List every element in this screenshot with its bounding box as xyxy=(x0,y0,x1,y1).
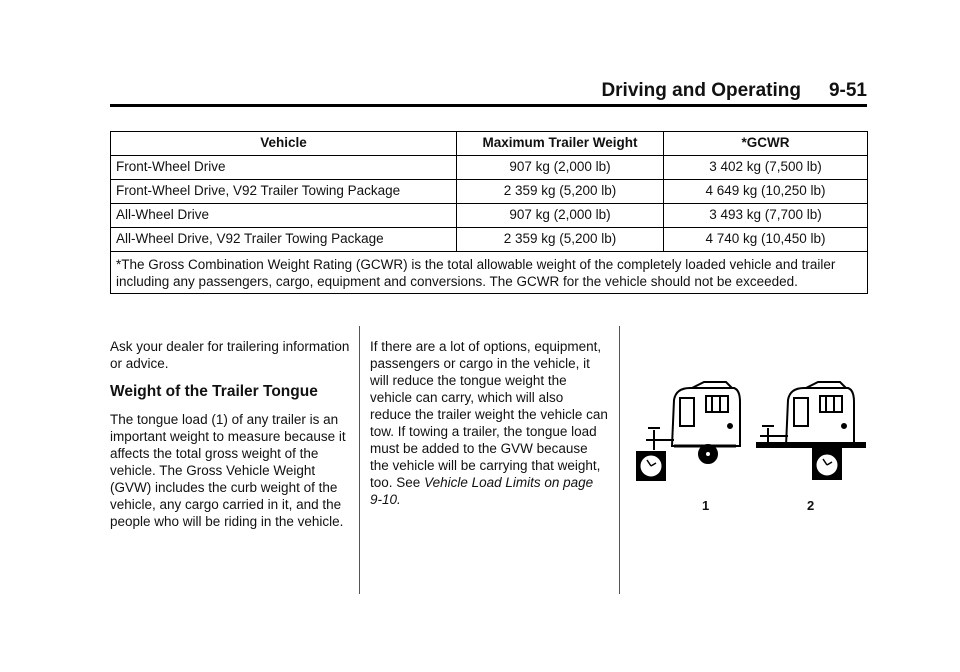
section-heading: Weight of the Trailer Tongue xyxy=(110,383,318,400)
gvw-paragraph-text: If there are a lot of options, equipment, passengers or cargo in the vehicle, it will reduce the tongue weight the vehicle can carry, which will also reduce the trailer weight the vehicle can tow. If towing a trailer, the tongue load must be added to the GVW because the vehicle will be carrying that weight, too. See xyxy=(370,339,608,490)
table-header-row xyxy=(111,132,868,156)
gcwr-cell: 4 740 kg (10,450 lb) xyxy=(664,228,868,252)
trailer-1-icon xyxy=(646,382,740,463)
gvw-paragraph xyxy=(370,338,608,508)
table-row xyxy=(111,156,868,180)
table-row xyxy=(111,204,868,228)
cross-reference-link: Vehicle Load Limits on page 9-10. xyxy=(370,475,594,507)
gcwr-footnote: *The Gross Combination Weight Rating (GCWR) is the total allowable weight of the completely loaded vehicle and trailer including any passengers, cargo, equipment and conversions. The GCWR for the vehicle should not be exceeded. xyxy=(111,252,868,294)
text-column-left xyxy=(110,338,350,540)
table-row xyxy=(111,180,868,204)
table-row xyxy=(111,228,868,252)
trailer-scales-icon xyxy=(634,380,868,520)
max-trailer-weight-cell: 907 kg (2,000 lb) xyxy=(457,204,664,228)
tongue-weight-illustration xyxy=(634,380,868,520)
vehicle-cell: Front-Wheel Drive xyxy=(111,156,457,180)
page-header xyxy=(110,82,867,107)
vehicle-cell: Front-Wheel Drive, V92 Trailer Towing Package xyxy=(111,180,457,204)
column-header-vehicle: Vehicle xyxy=(111,132,457,156)
section-title: Driving and Operating xyxy=(601,80,801,101)
gcwr-cell: 3 493 kg (7,700 lb) xyxy=(664,204,868,228)
page-number: 9-51 xyxy=(828,80,867,101)
column-header-max-trailer-weight: Maximum Trailer Weight xyxy=(457,132,664,156)
tongue-load-paragraph: The tongue load (1) of any trailer is an important weight to measure because it affects the total gross weight of the vehicle. The Gross Vehicle Weight (GVW) includes the curb weight of the vehicle, any cargo carried in it, and the people who will be riding in the vehicle. xyxy=(110,412,346,529)
intro-paragraph: Ask your dealer for trailering information or advice. xyxy=(110,339,350,371)
column-divider xyxy=(359,326,360,594)
column-header-gcwr: *GCWR xyxy=(664,132,868,156)
gcwr-cell: 4 649 kg (10,250 lb) xyxy=(664,180,868,204)
column-divider xyxy=(619,326,620,594)
table-footnote-row xyxy=(111,252,868,294)
figure-label-1: 1 xyxy=(702,498,710,513)
max-trailer-weight-cell: 2 359 kg (5,200 lb) xyxy=(457,228,664,252)
vehicle-cell: All-Wheel Drive xyxy=(111,204,457,228)
vehicle-cell: All-Wheel Drive, V92 Trailer Towing Package xyxy=(111,228,457,252)
max-trailer-weight-cell: 907 kg (2,000 lb) xyxy=(457,156,664,180)
scale-2-platform xyxy=(756,442,866,448)
text-column-middle xyxy=(370,338,608,518)
figure-label-2: 2 xyxy=(807,498,815,513)
gcwr-cell: 3 402 kg (7,500 lb) xyxy=(664,156,868,180)
trailer-weight-table xyxy=(110,131,868,294)
max-trailer-weight-cell: 2 359 kg (5,200 lb) xyxy=(457,180,664,204)
